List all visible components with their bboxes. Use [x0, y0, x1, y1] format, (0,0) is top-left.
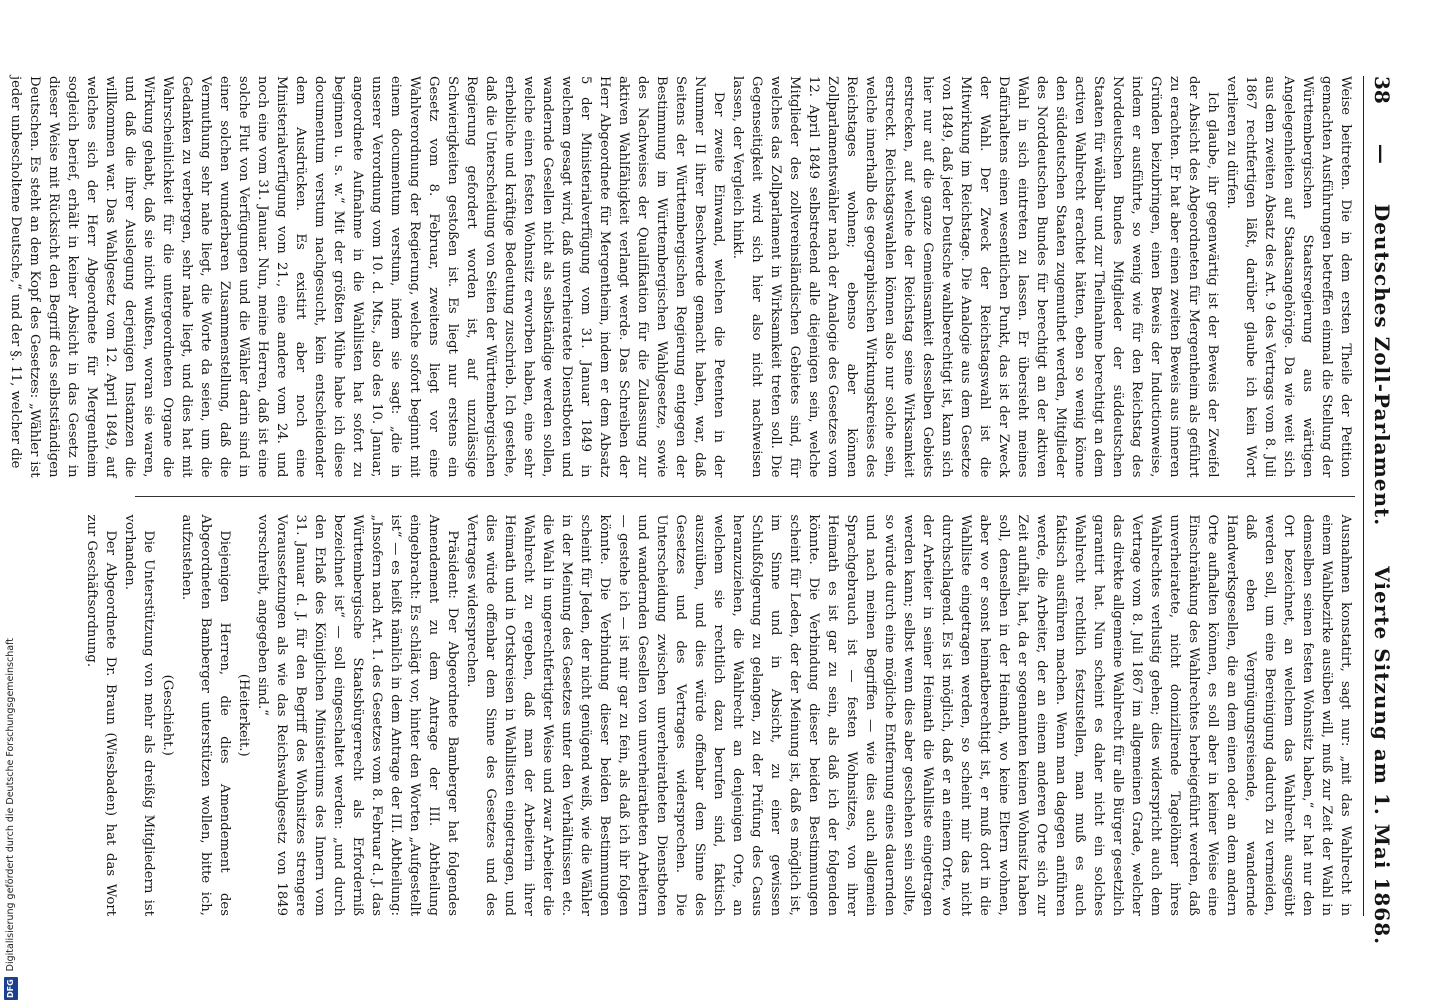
dfg-logo: DFG — [4, 977, 18, 1000]
credit-text: Digitalisierung gefördert durch die Deutsche Forschungsgemeinschaft — [5, 638, 16, 972]
president-speech: Präsident: Der Abgeordnete Bamberger hat folgendes Amendement zu dem Antrage der III. Abtheilung eingebracht: Es schlägt vor, hinter den Worten „Aufgestellt ist“ — es heißt nämlich in dem Antrage der III. Abtheilung: „Insofern nach Art. 1. des Gesetzes vom 8. Februar d. J. das Württembergische Staatsbürgerrecht als Erforderniß bezeichnet ist“ — soll eingeschaltet werden: „und durch den Erlaß des Königlichen Ministeriums des Innern vom 31. Januar d. J. für den Begriff des Wohnsitzes strengere Voraussetzungen als wie das Reichswahlgesetz von 1849 vorschreibt, angegeben sind.“ — [255, 514, 460, 916]
right-column — [84, 514, 1355, 917]
stage-direction: (Geschieht.) — [160, 674, 175, 756]
paragraph: Ausnahmen konstatirt, sagt nur: „mit das Wahlrecht in einem Wahlbezirke ausüben will, muß zur Zeit der Wahl in demselben seinen festen Wohnsitz haben,“ er hat nur den Ort bezeichnet, an welchem das Wahlrecht ausgeübt werden soll, um eine Bereinigung dadurch zu vermeiden, daß eben Vergnügungsreisende, wandernde Handwerksgesellen, die an dem einen oder an dem andern Orte aufhalten können, es soll aber in keiner Weise eine Einschränkung des Wahlrechtes herbeigeführt werden, daß unverheiratete, nicht domizilirende Tagelöhner ihres Wahlrechtes verlustig gehen; dies widerspricht auch dem Vertrage vom 8. Juli 1867 im allgemeinen Grade, welcher das direkte allgemeine Wahlrecht für alle Bürger gesetzlich garantirt hat. Nun scheint es daher nicht ein solches Wahlrecht rechtlich festzustellen, man muß es auch faktisch ausführen machen. Wenn man dagegen anführen werde, die Arbeiter, der an einem anderen Orte sich zur Zeit aufhält, hat, da er sogenannten keinen Wohnsitz haben soll, denselben in der Heimath, wo keine Eltern wohnen, aber wo er sonst heimatberechtigt ist, er muß dort in die Wahlliste eingetragen werden, so scheint mir das nicht durchschlagend. Es ist möglich, daß er an einem Orte, wo der Arbeiter in seiner Heimath die Wahlliste eingetragen werden kann; selbst wenn dies aber geschehen sein sollte, so würde durch eine mögliche Entfernung eines dauernden und nach meinen Begriffen — wie dies auch allgemein Sprachgebrauch ist — festen Wohnsitzes, von ihrer Heimath es ist gar zu sein, als daß ich der folgenden könnte. Die Verbindung dieser beiden Bestimmungen scheint für Leden, der der Meinung ist, daß es möglich ist, im Sinne und in Absicht, zu einer gewissen Schlußfolgerung zu gelangen, zu der Prüfung des Casus heranzuziehen, die Wahlrecht an denjenigen Orte, an welchem sie rechtlich dazu berufen sind, faktisch auszuüben, und dies würde offenbar dem Sinne des Gesetzes und des Vertrages widersprechen. Die Unterscheidung zwischen unverheiratheten Dienstboten und wandernden Gesellen von unverheiratheten Arbeitern — gestehe ich — ist mir gar zu fein, als daß ich ihr folgen könnte. Die Verbindung dieser beiden Bestimmungen scheint für Jeden, der nicht genügend weiß, wie die Wähler in der Meinung des Gesetzes unter den Verhältnissen etc. die Wahl in ungerechtfertigter Weise und zwar Arbeiter die Wahlrecht zu ergeben, daß man der Arbeiterin ihrer Heimath und in Ortskreisen in Wahllisten eingetragen, und dies würde offenbar dem Sinne des Gesetzes und des Vertrages widersprechen. — [464, 514, 1353, 916]
left-column — [8, 76, 1355, 478]
paragraph: Weise beitreten. Die in dem ersten Theile der Petition gemachten Ausführungen betreffen einmal die Stellung der Württembergischen Staatsregierung aus wärtigen Angelegenheiten auf Staatsangehörige. Da wie weit sich aus dem zweiten Absatz des Art. 9 des Vertrags vom 8. Juli 1867 rechtfertigen läßt, darüber glaube ich kein Wort verlieren zu dürfen. — [1224, 76, 1353, 478]
column-divider — [135, 496, 1355, 497]
page-number: 38 — [1370, 76, 1394, 104]
page-header — [1363, 76, 1394, 946]
header-separator: — — [1370, 143, 1394, 164]
paragraph: Die Unterstützung von mehr als dreißig Mitgliedern ist vorhanden. — [122, 514, 156, 916]
publication-title: Deutsches Zoll-Parlament. — [1370, 203, 1394, 527]
paragraph: Diejenigen Herren, die dies Amendement des Abgeordneten Bamberger unterstützen wollen, bitte ich, aufzustehen. — [179, 514, 232, 916]
paragraph: Der Abgeordnete Dr. Braun (Wiesbaden) hat das Wort zur Geschäftsordnung. — [84, 514, 118, 916]
paragraph: Der zweite Einwand, welchen die Petenten in der Nummer II ihrer Beschwerde gemacht haben, war, daß Seitens der Württembergischen Regierung entgegen der Bestimmung im Württembergischen Wahlgesetze, sowie des Nachweises der Qualifikation für die Zulassung zur aktiven Wahlfähigkeit verlangt werde. Das Schreiben der Herr Abgeordnete für Mergentheim, indem er dem Absatz 5 der Ministerialverfügung vom 31. Januar 1849 in welchem gesagt wird, daß unverheiratete Dienstboten und wandernde Gesellen nicht als selbständige werden sollen, welche einen festen Wohnsitz erworben haben, eine sehr erhebliche und kräftige Bedeutung zuschrieb. Ich gestehe, daß die Unterscheidung von Seiten der Württembergischen Regierung gefordert worden ist, auf unzulässige Schwierigkeiten gestoßen ist. Es liegt nur erstens ein Gesetz vom 8. Februar, zweitens liegt vor eine Wahlverordnung der Regierung, welche sofort beginnt mit einem documentum verstum, indem sie sagt: „die in unserer Verordnung vom 10. d. Mts., also des 10. Januar, angeordnete Aufnahme in die Wahllisten hat sofort zu beginnen u. s. w.“ Mit der größten Mühe habe ich diese documentum verstum nachgesucht, kein entscheidender dem Ausdrücken. Es existirt aber noch eine Ministerialverfügung vom 21., eine andere vom 24. und noch eine vom 31. Januar. Nun, meine Herren, daß ist eine solche Flut von Verfügungen und die Wähler darin sind in einer solchen wunderbaren Zusammenstellung, daß die Vermuthung sehr nahe liegt, die Worte da seien, um die Gedanken zu verbergen, sehr nahe liegt, und dies hat mit Wahrscheinlichkeit für die untergeordneten Organe die Wirkung gehabt, daß sie nicht wußten, woran sie waren, und daß die ihrer Auslegung derjenigen Instanzen die willkommen war. Das Wahlgesetz vom 12. April 1849, auf welches sich der Herr Abgeordnete für Mergentheim sogleich berief, erhält in keiner Absicht in das Gesetz in dieser Weise mit Rücksicht den Begriff des selbstständigen Deutschen. Es steht an dem Kopf des Gesetzes: „Wähler ist jeder unbescholtene Deutsche,“ und der §. 11, welcher die — [8, 76, 726, 478]
stage-direction: (Heiterkeit.) — [236, 673, 251, 757]
session-title: Vierte Sitzung am 1. Mai 1868. — [1370, 566, 1394, 946]
digitization-credit — [4, 380, 18, 1000]
paragraph: Ich glaube, ihr gegenwärtig ist der Beweis der Zweifel der Absicht des Abgeordneten für Mergentheim als geführt zu erachten. Er hat aber einen zweiten Beweis aus inneren Gründen beizubringen, einen Beweis der Inductionweise, indem er ausführte, so wenig wie für den Reichstag des Norddeutschen Bundes Mitglieder der süddeutschen Staaten für wählbar und zur Theilnahme berechtigt an dem activen Wahlrecht erachtet hätten, eben so wenig könne den süddeutschen Staaten zugemuthet werden, Mitglieder des Norddeutschen Bundes für berechtigt an der aktiven Wahl in sich eintreten zu lassen. Er übersieht meines Dafürhaltens einen wesentlichen Punkt, das ist der Zweck der Wahl. Der Zweck der Reichstagswahl ist die Mitwirkung im Reichstage. Die Analogie aus dem Gesetze von 1849, daß jeder Deutsche wahlberechtigt ist, kann sich hier nur auf die ganze Gemeinsamkeit desselben Gebiets erstrecken, auf welche der Reichstag seine Wirksamkeit erstreckt. Reichstagswahlen können also nur solche sein, welche innerhalb des geographischen Wirkungskreises des Reichstages wohnen; ebenso aber können Zollparlamentswähler nach der Analogie des Gesetzes vom 12. April 1849 selbstredend alle diejenigen sein, welche Mitglieder des zollvereinsländischen Gebietes sind, für welches das Zollparlament in Wirksamkeit treten soll. Die Gegenseitigkeit wird sich hier also nicht nachweisen lassen, der Vergleich hinkt. — [730, 76, 1220, 478]
